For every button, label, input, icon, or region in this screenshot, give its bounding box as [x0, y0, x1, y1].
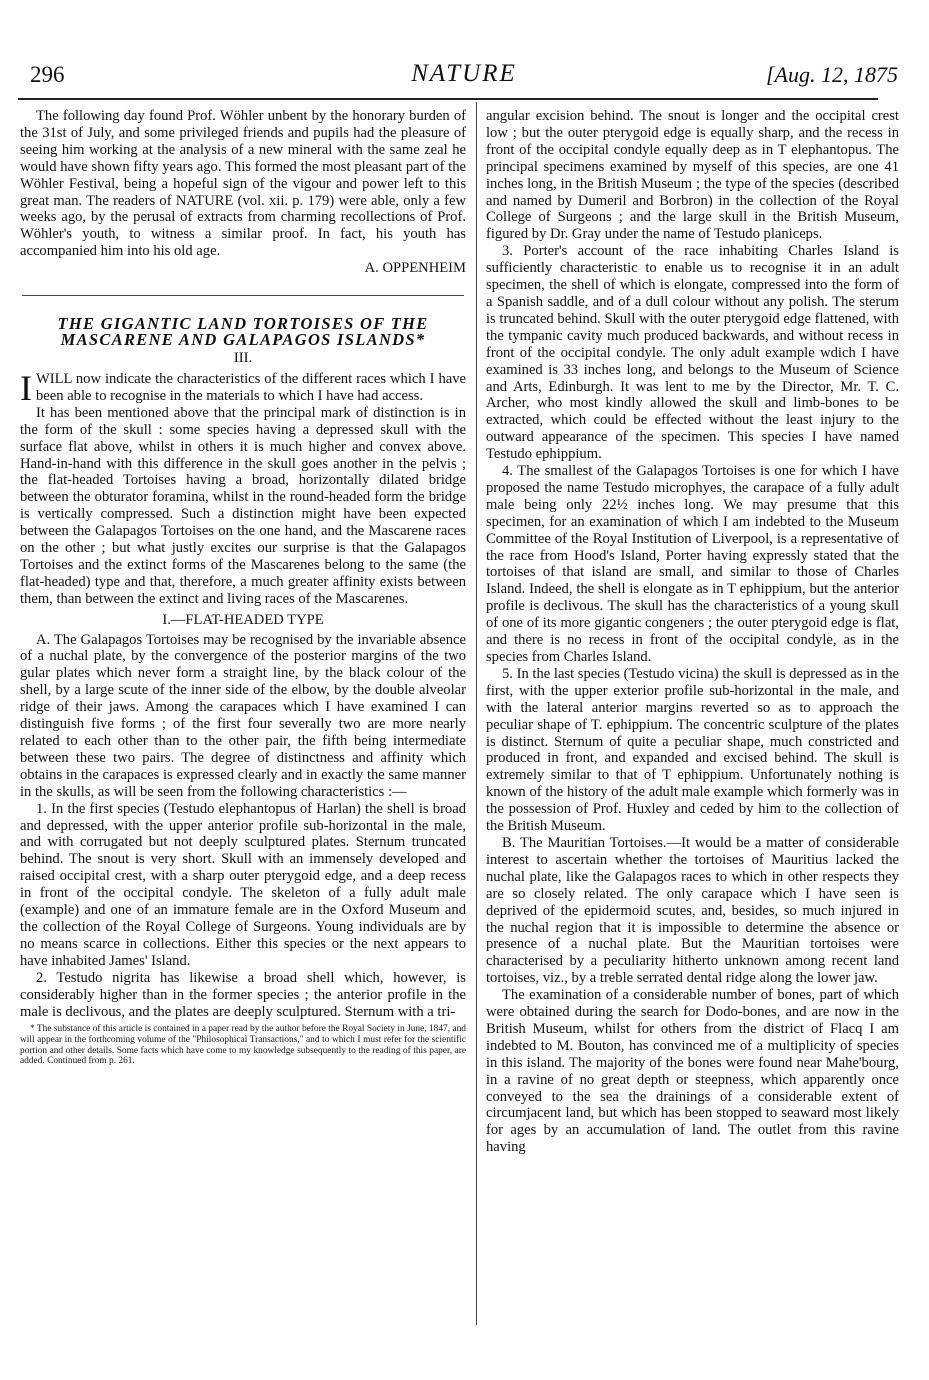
paragraph: angular excision behind. The snout is longer and the occipital crest low ; but the outer pterygoid edge is equally sharp, and the recess in front of the occipital condyle equally deep as in T elephantopus. The principal specimens examined by myself of this species, are one 41 inches long, in the British Museum ; the type of the species (described and named by Dumeril and Borbron) in the collection of the Royal College of Surgeons ; and the large skull in the British Museum, figured by Dr. Gray under the name of Testudo planiceps. [486, 108, 899, 243]
paragraph: The following day found Prof. Wöhler unbent by the honorary burden of the 31st of July, and some privileged friends and pupils had the pleasure of seeing him working at the analysis of a new mineral with the same zeal he would have shown fifty years ago. This formed the most pleasant part of the Wöhler Festival, being a hopeful sign of the vigour and power left to this great man. The readers of NATURE (vol. xii. p. 179) were able, only a few weeks ago, by the perusal of extracts from charming recollections of Prof. Wöhler's youth, to witness a similar proof. In fact, his youth has accompanied him into his old age. [20, 108, 466, 260]
paragraph: 5. In the last species (Testudo vicina) the skull is depressed as in the first, with the upper exterior profile sub-horizontal in the male, and with the lateral anterior margins reverted so as to approach the peculiar shape of T. ephippium. The concentric sculpture of the plates is distinct. Sternum of quite a peculiar shape, much constricted and produced in front, and expanded and excised behind. The skull is extremely similar to that of T ephippium. Unfortunately nothing is known of the history of the adult male example which formerly was in the possession of Prof. Huxley and ceded by him to the collection of the British Museum. [486, 665, 899, 835]
author-signature: A. OPPENHEIM [364, 260, 466, 277]
right-column [486, 108, 899, 1156]
drop-cap: I [20, 367, 32, 408]
column-divider [476, 102, 477, 1325]
footnote: * The substance of this article is contained in a paper read by the author before the Royal Society in June, 1847, and will appear in the forthcoming volume of the "Philosophical Transactions," and to which I must refer for the scientific portion and other details. Some facts which have come to my knowledge subsequently to the reading of this paper, are added. Continued from p. 261. [20, 1024, 466, 1067]
journal-title: NATURE [411, 60, 517, 87]
left-column [20, 108, 466, 1067]
paragraph: The examination of a considerable number of bones, part of which were obtained during the search for Dodo-bones, and are now in the British Museum, whilst for others from the district of Flacq I am indebted to M. Bouton, has convinced me of a multiplicity of species in this island. The majority of the bones were found near Mahe'bourg, in a ravine of no great depth or steepness, which apparently once conveyed to the sea the drainings of a considerable extent of circumjacent land, but which has been stopped to seaward most likely for ages by an accumulation of land. The outlet from this ravine having [486, 987, 899, 1156]
paragraph: 2. Testudo nigrita has likewise a broad shell which, however, is considerably higher than in the former species ; the anterior profile in the male is declivous, and the plates are deeply sculptured. Sternum with a tri- [20, 969, 466, 1020]
section-separator [22, 295, 464, 296]
section-heading: I.—FLAT-HEADED TYPE [162, 611, 324, 628]
page-header [30, 60, 898, 100]
paragraph: 4. The smallest of the Galapagos Tortoises is one for which I have proposed the name Testudo microphyes, the carapace of a fully adult male being only 22½ inches long. We may presume that this specimen, for an examination of which I am indebted to the Museum Committee of the Royal Institution of Liverpool, is a representative of the race from Hood's Island, Porter having expressly stated that the tortoises of that island are small, and similar to those of Charles Island. Indeed, the shell is elongate as in T ephippium, but the anterior profile is declivous. The skull has the characteristics of a young skull of one of its more gigantic congeners ; the outer pterygoid edge is flat, and there is no recess in front of the occipital condyle, as in the species from Charles Island. [486, 463, 899, 665]
opening-paragraph [20, 367, 466, 408]
paragraph: A. The Galapagos Tortoises may be recognised by the invariable absence of a nuchal plate, by the convergence of the posterior margins of the two gular plates which never form a straight line, by the black colour of the shell, by a large scute of the inner side of the elbow, by the double alveolar ridge of their jaws. Among the carapaces which I have examined I can distinguish five forms ; of the first four severally two are more nearly related to each other than to the other pair, the fifth being intermediate between these two pairs. The degree of distinctness and affinity which obtains in the carapaces is expressed clearly and in exactly the same manner in the skulls, as will be seen from the following characteristics :— [20, 631, 466, 800]
paragraph: B. The Mauritian Tortoises.—It would be a matter of considerable interest to ascertain whether the tortoises of Mauritius lacked the nuchal plate, like the Galapagos races to which in other respects they are so closely related. The only carapace which I have seen is deprived of the epidermoid scutes, and, besides, so much injured in the nuchal region that it is impossible to determine the absence or presence of a nuchal plate. But the Mauritian tortoises were characterised by a peculiarity hitherto unknown among recent land tortoises, viz., by a treble serrated dental ridge along the lower jaw. [486, 834, 899, 987]
opening-text: WILL now indicate the characteristics of the different races which I have been able to recognise in the materials to which I have had access. [36, 370, 466, 404]
header-rule [18, 98, 878, 100]
article-part: III. [233, 350, 253, 367]
page-number: 296 [30, 62, 65, 87]
issue-date: [Aug. 12, 1875 [766, 62, 898, 87]
paragraph: 1. In the first species (Testudo elephantopus of Harlan) the shell is broad and depressed, with the upper anterior profile sub-horizontal in the male, and with corrugated but not deeply sculptured plates. Sternum truncated behind. The snout is very short. Skull with an immensely developed and raised occipital crest, with a sharp outer pterygoid edge, and a deep recess in front of the occipital condyle. The skeleton of a fully adult male (example) and one of an immature female are in the Oxford Museum and the collection of the Royal College of Surgeons. Young individuals are by no means scarce in collections. Either this species or the next appears to have inhabited James' Island. [20, 800, 466, 969]
paragraph: It has been mentioned above that the principal mark of distinction is in the form of the skull : some species having a depressed skull with the surface flat above, whilst in others it is much higher and convex above. Hand-in-hand with this difference in the skull goes another in the pelvis ; the flat-headed Tortoises having a broad, horizontally dilated bridge between the obturator foramina, whilst in the round-headed form the bridge is vertically compressed. Such a distinction might have been expected between the Galapagos Tortoises on the one hand, and the Mascarene races on the other ; but what justly excites our surprise is that the Galapagos Tortoises and the extinct forms of the Mascarenes belong to the same (the flat-headed) type and that, therefore, a much greater affinity exists between them, than between the extinct and living races of the Mascarenes. [20, 404, 466, 607]
article-title: THE GIGANTIC LAND TORTOISES OF THE MASCARENE AND GALAPAGOS ISLANDS* [57, 314, 429, 350]
paragraph: 3. Porter's account of the race inhabiting Charles Island is sufficiently characteristic to enable us to recognise it in an adult specimen, the shell of which is elongate, compressed into the form of a Spanish saddle, and of a dull colour without any polish. The sterum is truncated behind. Skull with the outer pterygoid edge flattened, with the tympanic cavity much produced backwards, and without recess in front of the occipital condyle. The only adult example wdich I have examined is 33 inches long, and belongs to the Museum of Science and Arts, Edinburgh. It was lent to me by the Director, Mr. T. C. Archer, who most kindly allowed the skull and limb-bones to be extracted, which could be effected without the least injury to the outward appearance of the specimen. This species I have named Testudo ephippium. [486, 243, 899, 463]
